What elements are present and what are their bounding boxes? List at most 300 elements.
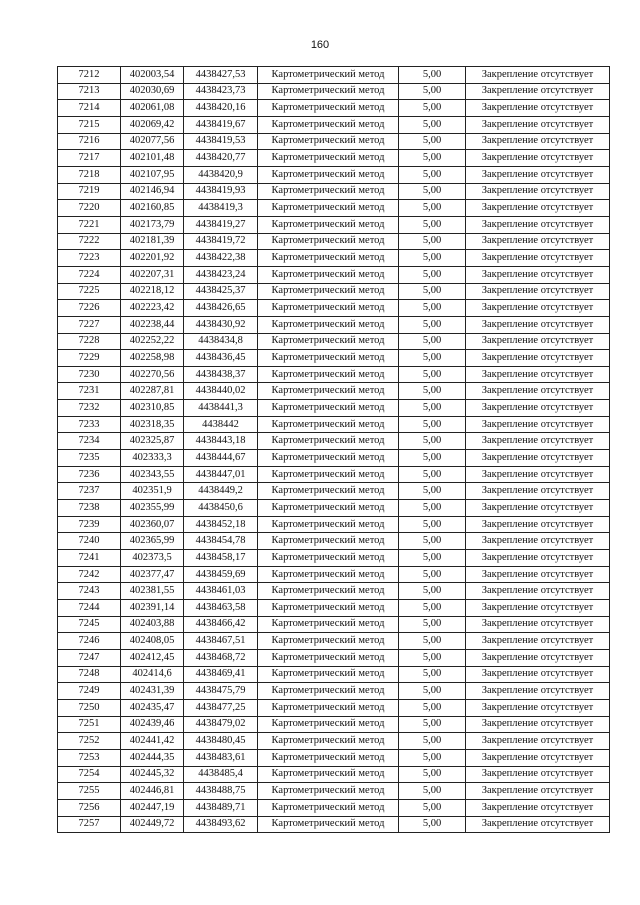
x-coordinate-cell: 402325,87 [121,433,184,450]
method-cell: Картометрический метод [258,699,399,716]
method-cell: Картометрический метод [258,183,399,200]
method-cell: Картометрический метод [258,749,399,766]
fixation-cell: Закрепление отсутствует [466,716,610,733]
method-cell: Картометрический метод [258,433,399,450]
x-coordinate-cell: 402444,35 [121,749,184,766]
accuracy-cell: 5,00 [399,433,466,450]
method-cell: Картометрический метод [258,616,399,633]
y-coordinate-cell: 4438419,3 [184,200,258,217]
table-row [58,566,610,583]
y-coordinate-cell: 4438479,02 [184,716,258,733]
table-row [58,400,610,417]
table-row [58,233,610,250]
fixation-cell: Закрепление отсутствует [466,100,610,117]
table-row [58,383,610,400]
y-coordinate-cell: 4438488,75 [184,783,258,800]
x-coordinate-cell: 402101,48 [121,150,184,167]
accuracy-cell: 5,00 [399,266,466,283]
x-coordinate-cell: 402373,5 [121,550,184,567]
fixation-cell: Закрепление отсутствует [466,216,610,233]
method-cell: Картометрический метод [258,550,399,567]
point-number-cell: 7212 [58,67,121,84]
table-row [58,533,610,550]
fixation-cell: Закрепление отсутствует [466,516,610,533]
fixation-cell: Закрепление отсутствует [466,500,610,517]
point-number-cell: 7253 [58,749,121,766]
y-coordinate-cell: 4438425,37 [184,283,258,300]
table-row [58,783,610,800]
table-row [58,183,610,200]
accuracy-cell: 5,00 [399,683,466,700]
y-coordinate-cell: 4438441,3 [184,400,258,417]
x-coordinate-cell: 402414,6 [121,666,184,683]
x-coordinate-cell: 402287,81 [121,383,184,400]
method-cell: Картометрический метод [258,716,399,733]
method-cell: Картометрический метод [258,166,399,183]
accuracy-cell: 5,00 [399,583,466,600]
x-coordinate-cell: 402343,55 [121,466,184,483]
point-number-cell: 7233 [58,416,121,433]
accuracy-cell: 5,00 [399,749,466,766]
x-coordinate-cell: 402377,47 [121,566,184,583]
table-row [58,450,610,467]
accuracy-cell: 5,00 [399,150,466,167]
method-cell: Картометрический метод [258,583,399,600]
accuracy-cell: 5,00 [399,716,466,733]
x-coordinate-cell: 402207,31 [121,266,184,283]
y-coordinate-cell: 4438419,72 [184,233,258,250]
accuracy-cell: 5,00 [399,633,466,650]
point-number-cell: 7255 [58,783,121,800]
fixation-cell: Закрепление отсутствует [466,483,610,500]
y-coordinate-cell: 4438434,8 [184,333,258,350]
fixation-cell: Закрепление отсутствует [466,616,610,633]
point-number-cell: 7243 [58,583,121,600]
y-coordinate-cell: 4438420,9 [184,166,258,183]
table-row [58,67,610,84]
table-row [58,200,610,217]
point-number-cell: 7254 [58,766,121,783]
fixation-cell: Закрепление отсутствует [466,166,610,183]
x-coordinate-cell: 402238,44 [121,316,184,333]
table-row [58,616,610,633]
x-coordinate-cell: 402351,9 [121,483,184,500]
point-number-cell: 7228 [58,333,121,350]
method-cell: Картометрический метод [258,300,399,317]
fixation-cell: Закрепление отсутствует [466,683,610,700]
x-coordinate-cell: 402173,79 [121,216,184,233]
method-cell: Картометрический метод [258,333,399,350]
point-number-cell: 7221 [58,216,121,233]
accuracy-cell: 5,00 [399,67,466,84]
accuracy-cell: 5,00 [399,366,466,383]
y-coordinate-cell: 4438477,25 [184,699,258,716]
table-row [58,633,610,650]
y-coordinate-cell: 4438493,62 [184,816,258,833]
fixation-cell: Закрепление отсутствует [466,350,610,367]
y-coordinate-cell: 4438449,2 [184,483,258,500]
y-coordinate-cell: 4438430,92 [184,316,258,333]
y-coordinate-cell: 4438419,53 [184,133,258,150]
fixation-cell: Закрепление отсутствует [466,283,610,300]
table-row [58,516,610,533]
method-cell: Картометрический метод [258,450,399,467]
accuracy-cell: 5,00 [399,283,466,300]
method-cell: Картометрический метод [258,533,399,550]
fixation-cell: Закрепление отсутствует [466,783,610,800]
fixation-cell: Закрепление отсутствует [466,266,610,283]
y-coordinate-cell: 4438485,4 [184,766,258,783]
method-cell: Картометрический метод [258,799,399,816]
table-row [58,716,610,733]
accuracy-cell: 5,00 [399,333,466,350]
x-coordinate-cell: 402449,72 [121,816,184,833]
y-coordinate-cell: 4438423,24 [184,266,258,283]
method-cell: Картометрический метод [258,416,399,433]
y-coordinate-cell: 4438427,53 [184,67,258,84]
point-number-cell: 7244 [58,600,121,617]
y-coordinate-cell: 4438467,51 [184,633,258,650]
method-cell: Картометрический метод [258,233,399,250]
accuracy-cell: 5,00 [399,350,466,367]
y-coordinate-cell: 4438444,67 [184,450,258,467]
point-number-cell: 7223 [58,250,121,267]
accuracy-cell: 5,00 [399,250,466,267]
y-coordinate-cell: 4438447,01 [184,466,258,483]
fixation-cell: Закрепление отсутствует [466,333,610,350]
fixation-cell: Закрепление отсутствует [466,383,610,400]
fixation-cell: Закрепление отсутствует [466,450,610,467]
point-number-cell: 7227 [58,316,121,333]
fixation-cell: Закрепление отсутствует [466,816,610,833]
point-number-cell: 7236 [58,466,121,483]
table-row [58,666,610,683]
accuracy-cell: 5,00 [399,766,466,783]
table-row [58,350,610,367]
point-number-cell: 7229 [58,350,121,367]
point-number-cell: 7237 [58,483,121,500]
table-row [58,250,610,267]
x-coordinate-cell: 402069,42 [121,116,184,133]
method-cell: Картометрический метод [258,566,399,583]
table-row [58,150,610,167]
fixation-cell: Закрепление отсутствует [466,550,610,567]
table-row [58,366,610,383]
fixation-cell: Закрепление отсутствует [466,600,610,617]
x-coordinate-cell: 402381,55 [121,583,184,600]
y-coordinate-cell: 4438459,69 [184,566,258,583]
table-row [58,283,610,300]
accuracy-cell: 5,00 [399,133,466,150]
point-number-cell: 7224 [58,266,121,283]
method-cell: Картометрический метод [258,100,399,117]
fixation-cell: Закрепление отсутствует [466,133,610,150]
y-coordinate-cell: 4438480,45 [184,733,258,750]
y-coordinate-cell: 4438426,65 [184,300,258,317]
accuracy-cell: 5,00 [399,83,466,100]
y-coordinate-cell: 4438450,6 [184,500,258,517]
point-number-cell: 7225 [58,283,121,300]
point-number-cell: 7249 [58,683,121,700]
table-row [58,100,610,117]
point-number-cell: 7235 [58,450,121,467]
table-row [58,699,610,716]
x-coordinate-cell: 402412,45 [121,649,184,666]
point-number-cell: 7226 [58,300,121,317]
method-cell: Картометрический метод [258,733,399,750]
table-row [58,433,610,450]
table-row [58,166,610,183]
method-cell: Картометрический метод [258,683,399,700]
fixation-cell: Закрепление отсутствует [466,799,610,816]
fixation-cell: Закрепление отсутствует [466,666,610,683]
x-coordinate-cell: 402107,95 [121,166,184,183]
method-cell: Картометрический метод [258,383,399,400]
method-cell: Картометрический метод [258,483,399,500]
fixation-cell: Закрепление отсутствует [466,116,610,133]
method-cell: Картометрический метод [258,500,399,517]
point-number-cell: 7213 [58,83,121,100]
table-row [58,483,610,500]
method-cell: Картометрический метод [258,266,399,283]
accuracy-cell: 5,00 [399,466,466,483]
x-coordinate-cell: 402408,05 [121,633,184,650]
method-cell: Картометрический метод [258,633,399,650]
y-coordinate-cell: 4438436,45 [184,350,258,367]
accuracy-cell: 5,00 [399,116,466,133]
point-number-cell: 7239 [58,516,121,533]
y-coordinate-cell: 4438468,72 [184,649,258,666]
fixation-cell: Закрепление отсутствует [466,233,610,250]
table-row [58,83,610,100]
x-coordinate-cell: 402447,19 [121,799,184,816]
method-cell: Картометрический метод [258,316,399,333]
x-coordinate-cell: 402318,35 [121,416,184,433]
fixation-cell: Закрепление отсутствует [466,566,610,583]
table-row [58,466,610,483]
fixation-cell: Закрепление отсутствует [466,649,610,666]
method-cell: Картометрический метод [258,400,399,417]
fixation-cell: Закрепление отсутствует [466,466,610,483]
method-cell: Картометрический метод [258,783,399,800]
point-number-cell: 7220 [58,200,121,217]
point-number-cell: 7222 [58,233,121,250]
accuracy-cell: 5,00 [399,416,466,433]
table-row [58,583,610,600]
table-row [58,683,610,700]
method-cell: Картометрический метод [258,200,399,217]
x-coordinate-cell: 402333,3 [121,450,184,467]
point-number-cell: 7246 [58,633,121,650]
x-coordinate-cell: 402146,94 [121,183,184,200]
table-row [58,116,610,133]
accuracy-cell: 5,00 [399,516,466,533]
method-cell: Картометрический метод [258,766,399,783]
table-row [58,733,610,750]
method-cell: Картометрический метод [258,600,399,617]
fixation-cell: Закрепление отсутствует [466,583,610,600]
point-number-cell: 7256 [58,799,121,816]
point-number-cell: 7234 [58,433,121,450]
coordinates-table [57,66,610,833]
fixation-cell: Закрепление отсутствует [466,633,610,650]
y-coordinate-cell: 4438452,18 [184,516,258,533]
point-number-cell: 7245 [58,616,121,633]
method-cell: Картометрический метод [258,150,399,167]
x-coordinate-cell: 402431,39 [121,683,184,700]
accuracy-cell: 5,00 [399,500,466,517]
accuracy-cell: 5,00 [399,649,466,666]
accuracy-cell: 5,00 [399,550,466,567]
y-coordinate-cell: 4438422,38 [184,250,258,267]
point-number-cell: 7241 [58,550,121,567]
accuracy-cell: 5,00 [399,450,466,467]
y-coordinate-cell: 4438440,02 [184,383,258,400]
point-number-cell: 7230 [58,366,121,383]
y-coordinate-cell: 4438420,77 [184,150,258,167]
fixation-cell: Закрепление отсутствует [466,366,610,383]
fixation-cell: Закрепление отсутствует [466,67,610,84]
method-cell: Картометрический метод [258,516,399,533]
accuracy-cell: 5,00 [399,666,466,683]
y-coordinate-cell: 4438438,37 [184,366,258,383]
method-cell: Картометрический метод [258,816,399,833]
point-number-cell: 7240 [58,533,121,550]
accuracy-cell: 5,00 [399,783,466,800]
method-cell: Картометрический метод [258,466,399,483]
x-coordinate-cell: 402403,88 [121,616,184,633]
point-number-cell: 7216 [58,133,121,150]
accuracy-cell: 5,00 [399,699,466,716]
x-coordinate-cell: 402223,42 [121,300,184,317]
fixation-cell: Закрепление отсутствует [466,400,610,417]
accuracy-cell: 5,00 [399,316,466,333]
y-coordinate-cell: 4438443,18 [184,433,258,450]
x-coordinate-cell: 402252,22 [121,333,184,350]
x-coordinate-cell: 402439,46 [121,716,184,733]
point-number-cell: 7251 [58,716,121,733]
table-row [58,749,610,766]
x-coordinate-cell: 402445,32 [121,766,184,783]
y-coordinate-cell: 4438419,27 [184,216,258,233]
y-coordinate-cell: 4438423,73 [184,83,258,100]
fixation-cell: Закрепление отсутствует [466,183,610,200]
fixation-cell: Закрепление отсутствует [466,300,610,317]
table-row [58,799,610,816]
x-coordinate-cell: 402258,98 [121,350,184,367]
table-row [58,300,610,317]
x-coordinate-cell: 402270,56 [121,366,184,383]
y-coordinate-cell: 4438419,67 [184,116,258,133]
table-row [58,816,610,833]
x-coordinate-cell: 402360,07 [121,516,184,533]
y-coordinate-cell: 4438461,03 [184,583,258,600]
y-coordinate-cell: 4438458,17 [184,550,258,567]
x-coordinate-cell: 402003,54 [121,67,184,84]
point-number-cell: 7231 [58,383,121,400]
method-cell: Картометрический метод [258,283,399,300]
page-number: 160 [310,39,330,51]
fixation-cell: Закрепление отсутствует [466,433,610,450]
table-row [58,600,610,617]
table-row [58,416,610,433]
point-number-cell: 7247 [58,649,121,666]
accuracy-cell: 5,00 [399,616,466,633]
point-number-cell: 7252 [58,733,121,750]
accuracy-cell: 5,00 [399,233,466,250]
y-coordinate-cell: 4438475,79 [184,683,258,700]
x-coordinate-cell: 402061,08 [121,100,184,117]
method-cell: Картометрический метод [258,250,399,267]
y-coordinate-cell: 4438419,93 [184,183,258,200]
fixation-cell: Закрепление отсутствует [466,766,610,783]
fixation-cell: Закрепление отсутствует [466,150,610,167]
accuracy-cell: 5,00 [399,400,466,417]
point-number-cell: 7218 [58,166,121,183]
table-row [58,500,610,517]
y-coordinate-cell: 4438489,71 [184,799,258,816]
method-cell: Картометрический метод [258,350,399,367]
accuracy-cell: 5,00 [399,533,466,550]
table-row [58,550,610,567]
x-coordinate-cell: 402218,12 [121,283,184,300]
fixation-cell: Закрепление отсутствует [466,250,610,267]
fixation-cell: Закрепление отсутствует [466,200,610,217]
table-row [58,333,610,350]
x-coordinate-cell: 402435,47 [121,699,184,716]
x-coordinate-cell: 402446,81 [121,783,184,800]
accuracy-cell: 5,00 [399,100,466,117]
y-coordinate-cell: 4438442 [184,416,258,433]
table-row [58,266,610,283]
x-coordinate-cell: 402181,39 [121,233,184,250]
x-coordinate-cell: 402160,85 [121,200,184,217]
point-number-cell: 7214 [58,100,121,117]
x-coordinate-cell: 402355,99 [121,500,184,517]
point-number-cell: 7248 [58,666,121,683]
fixation-cell: Закрепление отсутствует [466,733,610,750]
method-cell: Картометрический метод [258,83,399,100]
point-number-cell: 7217 [58,150,121,167]
fixation-cell: Закрепление отсутствует [466,533,610,550]
accuracy-cell: 5,00 [399,383,466,400]
method-cell: Картометрический метод [258,67,399,84]
point-number-cell: 7250 [58,699,121,716]
accuracy-cell: 5,00 [399,300,466,317]
y-coordinate-cell: 4438420,16 [184,100,258,117]
fixation-cell: Закрепление отсутствует [466,316,610,333]
x-coordinate-cell: 402077,56 [121,133,184,150]
accuracy-cell: 5,00 [399,200,466,217]
table-row [58,216,610,233]
point-number-cell: 7242 [58,566,121,583]
point-number-cell: 7257 [58,816,121,833]
y-coordinate-cell: 4438466,42 [184,616,258,633]
x-coordinate-cell: 402441,42 [121,733,184,750]
y-coordinate-cell: 4438463,58 [184,600,258,617]
table-row [58,133,610,150]
method-cell: Картометрический метод [258,649,399,666]
accuracy-cell: 5,00 [399,183,466,200]
accuracy-cell: 5,00 [399,733,466,750]
coordinates-table-body [58,67,610,833]
table-row [58,649,610,666]
y-coordinate-cell: 4438483,61 [184,749,258,766]
fixation-cell: Закрепление отсутствует [466,699,610,716]
accuracy-cell: 5,00 [399,566,466,583]
accuracy-cell: 5,00 [399,166,466,183]
accuracy-cell: 5,00 [399,600,466,617]
